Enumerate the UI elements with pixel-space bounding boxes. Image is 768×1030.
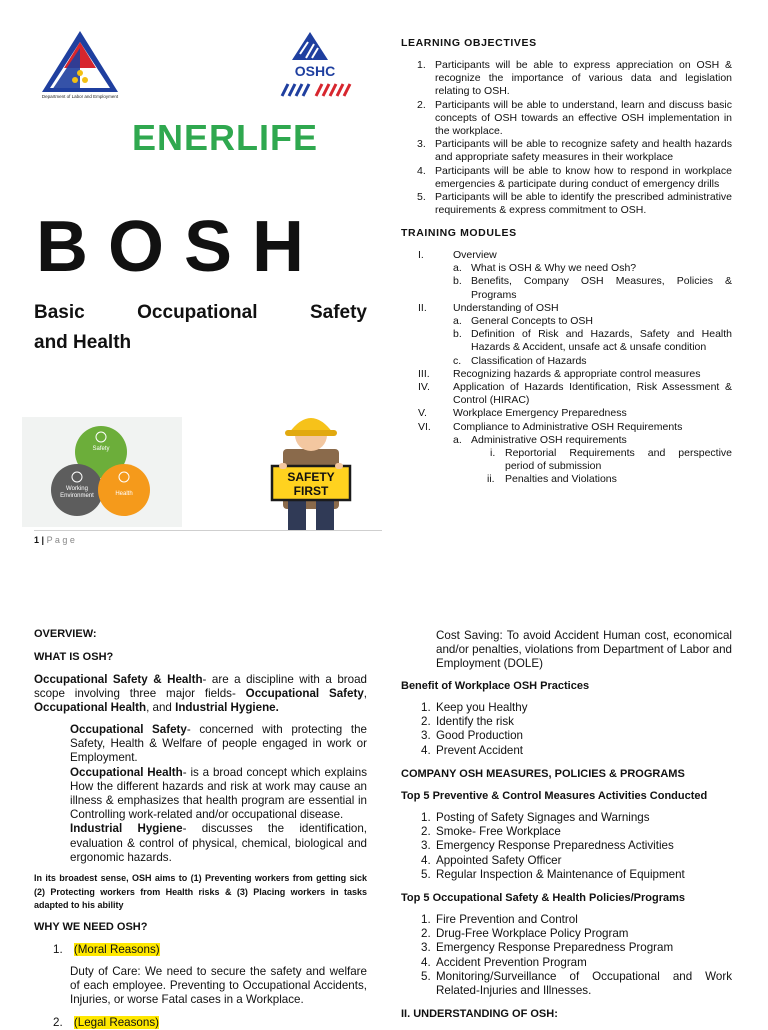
module-text: Definition of Risk and Hazards, Safety and Health Hazards & Accident, unsafe act & unsafe condition (471, 328, 732, 354)
module-3 (418, 368, 732, 381)
benefit-list (421, 701, 731, 758)
intro-term-osh: Occupational Safety & Health (34, 673, 203, 686)
osh-aims-text: In its broadest sense, OSH aims to (1) Preventing workers from getting sick (2) Protecting workers from Health risks & (3) Placing workers in tasks adapted to his ability (34, 873, 367, 910)
list-item (421, 854, 731, 868)
module-6 (418, 421, 732, 434)
module-1 (418, 249, 732, 262)
module-2c (418, 355, 732, 368)
item-number: 3. (421, 729, 431, 743)
intro-comma: , (363, 687, 367, 701)
venn-safety-label: Safety (92, 446, 110, 452)
item-text: Identify the risk (436, 715, 514, 729)
item-number: 1. (421, 701, 431, 714)
understanding-heading: II. UNDERSTANDING OF OSH: (401, 1008, 558, 1020)
list-item (421, 825, 731, 839)
item-number: 2. (421, 927, 431, 941)
venn-working-label-1: Working (66, 486, 88, 492)
module-5 (418, 407, 732, 420)
module-text: Penalties and Violations (505, 473, 617, 486)
item-text: Participants will be able to know how to respond in workplace emergencies & participate during conduct of emergency drills (435, 164, 732, 190)
training-modules-heading: TRAINING MODULES (401, 227, 517, 239)
item-number: 1. (421, 913, 431, 926)
module-6a (418, 434, 732, 447)
list-item (421, 970, 732, 998)
footer-rule (34, 530, 382, 531)
page-gap (0, 560, 768, 608)
def-text: - discusses the identification, evaluation & control of physical, chemical, biological and ergonomic hazards. (70, 822, 368, 864)
oshc-logo-text: OSHC (294, 63, 336, 79)
safety-first-illustration (246, 405, 376, 530)
item-number: 3. (421, 839, 431, 853)
reason-label: (Legal Reasons) (73, 1016, 159, 1029)
list-item (421, 715, 731, 729)
item-text: Monitoring/Surveillance of Occupational and Work Related-Injuries and Illnesses. (436, 969, 732, 998)
item-number: 5. (417, 191, 426, 204)
module-letter: c. (453, 354, 462, 367)
list-item (421, 941, 732, 955)
module-2b (418, 328, 732, 354)
module-text: Administrative OSH requirements (471, 433, 627, 446)
module-letter: a. (453, 262, 462, 275)
list-item (417, 99, 732, 139)
module-text: Workplace Emergency Preparedness (453, 407, 627, 420)
item-text: Good Production (436, 729, 524, 743)
reason-2 (53, 1016, 159, 1030)
subtitle-line-2: and Health (34, 332, 132, 353)
item-text: Participants will be able to understand, learn and discuss basic concepts of OSH towards an effective OSH implementation in the workplace. (435, 98, 732, 138)
overview-heading: OVERVIEW: (34, 628, 97, 640)
intro-term-hygiene: Industrial Hygiene. (175, 701, 279, 715)
def-term: Occupational Safety (70, 723, 187, 736)
item-text: Fire Prevention and Control (436, 913, 578, 926)
reason-number: 2. (53, 1016, 63, 1029)
enerlife-logo: ENERLIFE (132, 117, 319, 158)
module-1b (418, 275, 732, 301)
module-text: Overview (453, 249, 497, 261)
module-text: Benefits, Company OSH Measures, Policies & Programs (471, 275, 732, 301)
item-text: Prevent Accident (436, 743, 524, 757)
def-text: - is a broad concept which explains How the different hazards and risk at work may cause an illness & emphasizes that health program are essential in Controlling work-related and/or occupational disease. (70, 765, 367, 822)
module-2 (418, 302, 732, 315)
item-text: Participants will be able to recognize safety and health hazards and appropriate safety measures in their workplace (435, 138, 732, 164)
module-4 (418, 381, 732, 407)
subtitle-line-1: Basic Occupational Safety (34, 302, 367, 323)
reason-1-text: Duty of Care: We need to secure the safety and welfare of each employee. Preventing to Occupational Accidents, Injuries, or worse Fatal cases in a Workplace. (70, 965, 367, 1007)
module-text: Classification of Hazards (471, 354, 587, 367)
training-modules-list (418, 249, 732, 487)
bosh-title: B O S H (36, 207, 305, 287)
learning-objectives-list (417, 59, 732, 217)
item-text: Appointed Safety Officer (436, 853, 562, 867)
list-item (421, 839, 731, 853)
item-number: 2. (421, 715, 431, 729)
module-text: Application of Hazards Identification, Risk Assessment & Control (HIRAC) (453, 381, 732, 407)
item-number: 2. (421, 825, 431, 839)
item-number: 5. (421, 969, 431, 983)
item-number: 4. (417, 164, 426, 177)
list-item (421, 744, 731, 758)
module-text: Compliance to Administrative OSH Requirements (453, 420, 683, 433)
item-number: 4. (421, 853, 431, 867)
module-2a (418, 315, 732, 328)
item-number: 4. (421, 743, 431, 757)
module-numeral: I. (418, 249, 424, 261)
module-numeral: II. (418, 301, 427, 314)
module-text: Reportorial Requirements and perspective period of submission (505, 447, 732, 473)
subtitle (34, 298, 367, 358)
def-industrial-hygiene (70, 822, 367, 865)
cost-saving-text: Cost Saving: To avoid Accident Human cost, economical and/or penalties, violations from Department of Labor and Employment (DOLE) (436, 629, 732, 671)
list-item (421, 913, 732, 927)
list-item (421, 811, 731, 825)
footer-page-word: P a g e (46, 535, 75, 545)
list-item (417, 191, 732, 217)
item-text: Participants will be able to identify the prescribed administrative requirements & express commitment to OSH. (435, 191, 732, 217)
module-numeral: VI. (418, 420, 431, 433)
module-letter: b. (453, 328, 462, 341)
module-text: Recognizing hazards & appropriate control measures (453, 367, 701, 380)
what-is-osh-heading: WHAT IS OSH? (34, 651, 114, 663)
company-measures-heading: COMPANY OSH MEASURES, POLICIES & PROGRAMS (401, 768, 685, 780)
dole-caption: Department of Labor and Employment (41, 94, 119, 99)
benefit-heading: Benefit of Workplace OSH Practices (401, 680, 590, 692)
list-item (417, 165, 732, 191)
dole-logo (30, 28, 130, 104)
reason-1 (53, 943, 160, 957)
module-roman: ii. (487, 473, 495, 486)
footer-page-number: 1 (34, 535, 40, 545)
list-item (421, 868, 731, 882)
list-item (421, 927, 732, 941)
top5-policies-list (421, 913, 732, 998)
list-item (417, 59, 732, 99)
item-text: Keep you Healthy (436, 701, 528, 714)
intro-term-health: Occupational Health (34, 701, 147, 715)
module-text: What is OSH & Why we need Osh? (471, 262, 637, 275)
module-numeral: III. (418, 367, 430, 380)
module-6a-i (418, 447, 732, 473)
item-text: Emergency Response Preparedness Program (436, 941, 674, 955)
module-numeral: IV. (418, 381, 430, 394)
module-letter: a. (453, 315, 462, 328)
module-numeral: V. (418, 407, 427, 420)
module-1a (418, 262, 732, 275)
item-text: Regular Inspection & Maintenance of Equipment (436, 867, 685, 881)
list-item (421, 729, 731, 743)
item-text: Participants will be able to express appreciation on OSH & recognize the importance of various data and legislation relating to OSH. (435, 59, 732, 98)
osh-intro-paragraph (34, 673, 367, 716)
definitions-block (70, 723, 367, 865)
learning-objectives-heading: LEARNING OBJECTIVES (401, 37, 537, 49)
reason-number: 1. (53, 943, 63, 956)
top5-preventive-heading: Top 5 Preventive & Control Measures Activities Conducted (401, 790, 708, 802)
intro-and: , and (146, 701, 176, 715)
item-text: Drug-Free Workplace Policy Program (436, 927, 629, 941)
def-occupational-health (70, 766, 367, 823)
module-roman: i. (490, 447, 496, 460)
list-item (421, 956, 732, 970)
why-need-osh-heading: WHY WE NEED OSH? (34, 921, 148, 933)
sign-line-2: FIRST (293, 484, 329, 498)
module-6a-ii (418, 473, 732, 486)
module-text: General Concepts to OSH (471, 315, 593, 328)
item-number: 4. (421, 955, 431, 969)
module-letter: a. (453, 433, 462, 446)
item-number: 3. (417, 138, 426, 151)
intro-text: - are a discipline with a broad scope involving three major fields- (34, 673, 367, 701)
item-number: 1. (417, 59, 426, 71)
item-number: 3. (421, 941, 431, 955)
def-term: Occupational Health (70, 765, 183, 779)
sign-line-1: SAFETY (287, 470, 335, 484)
top5-policies-heading: Top 5 Occupational Safety & Health Policies/Programs (401, 892, 686, 904)
item-text: Emergency Response Preparedness Activities (436, 839, 674, 853)
footer-separator: | (41, 535, 45, 545)
module-letter: b. (453, 275, 462, 288)
def-text: - concerned with protecting the Safety, Health & Welfare of people engaged in work or Employment. (70, 723, 367, 765)
oshc-logo (278, 30, 352, 98)
item-text: Posting of Safety Signages and Warnings (436, 811, 650, 824)
page-footer (34, 534, 75, 546)
venn-diagram (22, 417, 182, 527)
venn-working-label-2: Environment (60, 493, 94, 499)
list-item (417, 138, 732, 164)
item-number: 2. (417, 98, 426, 111)
def-occupational-safety (70, 723, 367, 766)
def-term: Industrial Hygiene (70, 822, 183, 836)
item-number: 1. (421, 811, 431, 824)
intro-term-safety: Occupational Safety (245, 687, 364, 701)
top5-preventive-list (421, 811, 731, 882)
item-text: Smoke- Free Workplace (436, 825, 561, 839)
reason-label: (Moral Reasons) (73, 943, 160, 956)
module-text: Understanding of OSH (453, 301, 559, 314)
venn-health-label: Health (115, 491, 133, 497)
list-item (421, 701, 731, 715)
item-text: Accident Prevention Program (436, 955, 587, 969)
item-number: 5. (421, 867, 431, 881)
